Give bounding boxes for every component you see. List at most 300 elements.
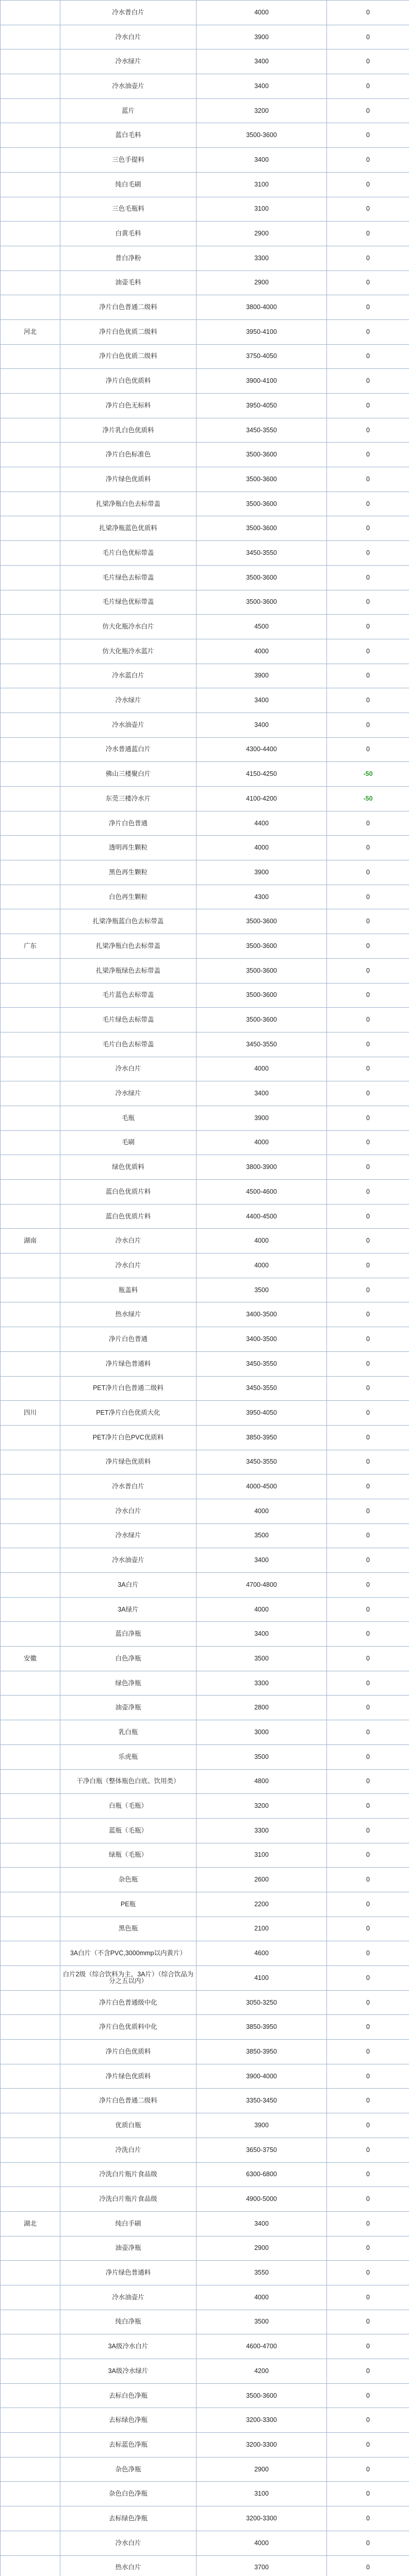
pe-row xyxy=(1,737,409,762)
pe-row xyxy=(1,958,409,983)
pe-price: 3450-3550 xyxy=(197,418,327,443)
pe-change: 0 xyxy=(327,2531,409,2555)
pe-spec: 白色净瓶 xyxy=(60,1647,197,1671)
pe-region xyxy=(1,344,60,369)
pe-spec: 毛片绿色优标带盖 xyxy=(60,590,197,615)
pe-row xyxy=(1,2236,409,2261)
pe-price: 3450-3550 xyxy=(197,1376,327,1401)
pe-change: 0 xyxy=(327,1990,409,2015)
pe-price: 3550 xyxy=(197,2261,327,2285)
pe-change: 0 xyxy=(327,2506,409,2531)
pe-change: 0 xyxy=(327,2187,409,2212)
pe-region xyxy=(1,1548,60,1573)
pe-spec: 蓝白色优质片料 xyxy=(60,1180,197,1205)
pe-spec: 热水白片 xyxy=(60,2555,197,2576)
pe-price: 3200 xyxy=(197,98,327,123)
pe-spec: 纯白毛刷 xyxy=(60,172,197,197)
pe-price: 3850-3950 xyxy=(197,2015,327,2040)
pe-change: 0 xyxy=(327,1843,409,1868)
pe-change: 0 xyxy=(327,2433,409,2458)
pe-row xyxy=(1,1671,409,1696)
pe-change: 0 xyxy=(327,1302,409,1327)
pe-change: 0 xyxy=(327,1057,409,1081)
pe-region xyxy=(1,1941,60,1966)
pe-row xyxy=(1,565,409,590)
pe-region xyxy=(1,688,60,713)
pe-change: 0 xyxy=(327,1868,409,1892)
pe-region xyxy=(1,664,60,688)
pe-price: 3200 xyxy=(197,1794,327,1819)
pe-price: 3800-4000 xyxy=(197,295,327,320)
pe-region xyxy=(1,1720,60,1745)
pe-change: 0 xyxy=(327,615,409,639)
pe-region xyxy=(1,2482,60,2506)
pe-spec: 净片白色普通级中化 xyxy=(60,1990,197,2015)
pe-row xyxy=(1,1450,409,1475)
pe-change: 0 xyxy=(327,516,409,541)
pe-spec: 冷洗白片瓶片食品级 xyxy=(60,2187,197,2212)
pe-spec: 冷水油壶片 xyxy=(60,2285,197,2310)
pe-price: 3350-3450 xyxy=(197,2089,327,2113)
pe-price: 3700 xyxy=(197,2555,327,2576)
pe-change: -50 xyxy=(327,787,409,811)
pe-change: 0 xyxy=(327,74,409,99)
pe-price: 3450-3550 xyxy=(197,1032,327,1057)
pe-row xyxy=(1,1548,409,1573)
pe-price: 3300 xyxy=(197,1671,327,1696)
pe-spec: 蓝白毛料 xyxy=(60,123,197,148)
pe-change: 0 xyxy=(327,885,409,909)
pe-row xyxy=(1,2089,409,2113)
pe-region xyxy=(1,1057,60,1081)
pe-region xyxy=(1,737,60,762)
pe-change: 0 xyxy=(327,541,409,566)
pe-price: 3900-4100 xyxy=(197,369,327,394)
pe-change: 0 xyxy=(327,1376,409,1401)
pe-region xyxy=(1,639,60,664)
pe-row xyxy=(1,2408,409,2433)
pe-region xyxy=(1,74,60,99)
pe-price: 4000 xyxy=(197,1499,327,1523)
pe-region xyxy=(1,1671,60,1696)
pe-region xyxy=(1,1253,60,1278)
pe-region xyxy=(1,2334,60,2359)
pe-row xyxy=(1,1401,409,1426)
pe-spec: 扎梁净瓶蓝色优质料 xyxy=(60,516,197,541)
pe-row xyxy=(1,319,409,344)
pe-spec: 蓝白色优质片料 xyxy=(60,1204,197,1229)
pe-spec: 扎梁净瓶蓝白色去标带盖 xyxy=(60,909,197,934)
pe-spec: 仿大化瓶冷水白片 xyxy=(60,615,197,639)
pe-price: 3400 xyxy=(197,713,327,737)
pe-change: 0 xyxy=(327,2261,409,2285)
pe-spec: 冷水白片 xyxy=(60,1057,197,1081)
pe-row xyxy=(1,394,409,418)
pe-row xyxy=(1,1843,409,1868)
pe-row xyxy=(1,2162,409,2187)
pe-region xyxy=(1,1327,60,1352)
pe-price: 3500-3600 xyxy=(197,983,327,1008)
pe-spec: 冷水油壶片 xyxy=(60,74,197,99)
pe-spec: 东莞三楼冷水片 xyxy=(60,787,197,811)
pe-price: 3750-4050 xyxy=(197,344,327,369)
pe-spec: 热水绿片 xyxy=(60,1302,197,1327)
pe-change: 0 xyxy=(327,1573,409,1598)
pe-price: 3400 xyxy=(197,1081,327,1106)
pe-change: 0 xyxy=(327,1475,409,1499)
pe-spec: 白片2级（综合饮料为主，3A片）（综合饮品为分之五以内） xyxy=(60,1966,197,1991)
pe-spec: 油壶净瓶 xyxy=(60,2236,197,2261)
pe-price: 3400 xyxy=(197,2211,327,2236)
pe-spec: 去标绿色净瓶 xyxy=(60,2506,197,2531)
pe-price: 3400 xyxy=(197,148,327,173)
pe-price: 3950-4100 xyxy=(197,319,327,344)
pe-region xyxy=(1,2187,60,2212)
pe-price: 3500-3600 xyxy=(197,123,327,148)
pe-price: 4000 xyxy=(197,1130,327,1155)
pe-change: 0 xyxy=(327,909,409,934)
pe-spec: 净片绿色优质料 xyxy=(60,467,197,492)
pe-spec: 三色毛瓶料 xyxy=(60,197,197,222)
pe-price: 2200 xyxy=(197,1892,327,1917)
pe-row xyxy=(1,492,409,516)
pe-spec: 净片绿色普通料 xyxy=(60,1351,197,1376)
pe-price: 3200-3300 xyxy=(197,2408,327,2433)
pe-price: 2600 xyxy=(197,1868,327,1892)
pe-spec: 纯白手刷 xyxy=(60,2211,197,2236)
pe-row xyxy=(1,1597,409,1622)
pe-row xyxy=(1,2383,409,2408)
pe-spec: PE瓶 xyxy=(60,1892,197,1917)
pe-price: 4000 xyxy=(197,2531,327,2555)
pe-change: 0 xyxy=(327,1425,409,1450)
pe-price: 3500-3600 xyxy=(197,909,327,934)
pe-region xyxy=(1,172,60,197)
pe-region xyxy=(1,1744,60,1769)
pe-change: 0 xyxy=(327,811,409,836)
pe-change: 0 xyxy=(327,2334,409,2359)
pe-spec: 绿瓶（毛瓶） xyxy=(60,1843,197,1868)
pe-price: 3500-3600 xyxy=(197,443,327,467)
pe-spec: 净片白色普通二级料 xyxy=(60,2089,197,2113)
pe-price: 3500-3600 xyxy=(197,492,327,516)
pe-region xyxy=(1,2359,60,2384)
pe-region xyxy=(1,467,60,492)
pe-region xyxy=(1,516,60,541)
pe-change: 0 xyxy=(327,1671,409,1696)
pe-region xyxy=(1,2138,60,2162)
pe-row xyxy=(1,1106,409,1130)
pe-spec: 杂色白色净瓶 xyxy=(60,2482,197,2506)
pe-change: 0 xyxy=(327,1892,409,1917)
pe-spec: 黑色瓶 xyxy=(60,1917,197,1941)
pe-row xyxy=(1,2064,409,2089)
pe-spec: 扎梁净瓶白色去标带盖 xyxy=(60,934,197,959)
pe-row xyxy=(1,246,409,270)
pe-change: 0 xyxy=(327,467,409,492)
pe-row xyxy=(1,2138,409,2162)
pe-change: 0 xyxy=(327,319,409,344)
pe-row xyxy=(1,860,409,885)
pe-change: 0 xyxy=(327,688,409,713)
pe-row xyxy=(1,1008,409,1032)
pe-price: 4000 xyxy=(197,639,327,664)
pe-region xyxy=(1,2064,60,2089)
pe-price: 3400-3500 xyxy=(197,1327,327,1352)
pe-change: 0 xyxy=(327,1818,409,1843)
pe-price: 3100 xyxy=(197,197,327,222)
pe-spec: 油壶毛料 xyxy=(60,270,197,295)
pe-region xyxy=(1,270,60,295)
pe-spec: 净片白色优质料 xyxy=(60,369,197,394)
pe-spec: 冷洗白片 xyxy=(60,2138,197,2162)
pe-region xyxy=(1,1032,60,1057)
pe-change: 0 xyxy=(327,2162,409,2187)
pe-spec: 净片白色无标料 xyxy=(60,394,197,418)
pe-price: 3850-3950 xyxy=(197,2040,327,2064)
pe-row xyxy=(1,590,409,615)
pe-change: 0 xyxy=(327,394,409,418)
pe-region xyxy=(1,1180,60,1205)
pe-row xyxy=(1,1573,409,1598)
pe-change: 0 xyxy=(327,2211,409,2236)
pe-spec: 冷水白片 xyxy=(60,1229,197,1253)
pe-price: 3300 xyxy=(197,246,327,270)
pe-row xyxy=(1,1990,409,2015)
pe-change: 0 xyxy=(327,1180,409,1205)
pe-change: 0 xyxy=(327,934,409,959)
pe-price: 3500-3600 xyxy=(197,565,327,590)
pe-spec: 普白净粉 xyxy=(60,246,197,270)
pe-change: -50 xyxy=(327,762,409,787)
pe-region xyxy=(1,418,60,443)
pe-spec: 3A级冷水白片 xyxy=(60,2334,197,2359)
pe-change: 0 xyxy=(327,344,409,369)
pe-row xyxy=(1,1720,409,1745)
pe-change: 0 xyxy=(327,2408,409,2433)
pe-region xyxy=(1,295,60,320)
pe-price: 2800 xyxy=(197,1696,327,1720)
pe-price: 3500-3600 xyxy=(197,590,327,615)
pe-row xyxy=(1,467,409,492)
pe-change: 0 xyxy=(327,369,409,394)
pe-price: 4000 xyxy=(197,1597,327,1622)
pe-spec: 净片白色普通二级料 xyxy=(60,295,197,320)
pe-row xyxy=(1,1057,409,1081)
pe-region xyxy=(1,1204,60,1229)
pe-row xyxy=(1,123,409,148)
pe-change: 0 xyxy=(327,1008,409,1032)
pe-region xyxy=(1,2113,60,2138)
pe-row xyxy=(1,1302,409,1327)
pe-price: 3050-3250 xyxy=(197,1990,327,2015)
pe-region xyxy=(1,958,60,983)
pe-row xyxy=(1,1376,409,1401)
pe-row xyxy=(1,1892,409,1917)
pe-row xyxy=(1,2555,409,2576)
pe-row xyxy=(1,1081,409,1106)
pe-region xyxy=(1,1130,60,1155)
pe-row xyxy=(1,1647,409,1671)
pe-price: 3450-3550 xyxy=(197,1351,327,1376)
pe-region xyxy=(1,1302,60,1327)
pe-spec: 冷水普通蓝白片 xyxy=(60,737,197,762)
pe-row xyxy=(1,2040,409,2064)
pe-row xyxy=(1,713,409,737)
pe-spec: 去标白色净瓶 xyxy=(60,2383,197,2408)
pe-region xyxy=(1,787,60,811)
pe-region: 四川 xyxy=(1,1401,60,1426)
pe-spec: PET净片白色PVC优质料 xyxy=(60,1425,197,1450)
pe-price: 3500 xyxy=(197,1278,327,1302)
pe-spec: 毛片白色优标带盖 xyxy=(60,541,197,566)
pe-row xyxy=(1,1941,409,1966)
pe-spec: 3A白片（不含PVC,3000mmp以内黄片） xyxy=(60,1941,197,1966)
pe-price: 2900 xyxy=(197,270,327,295)
pe-region xyxy=(1,885,60,909)
pe-spec: 3A级冷水绿片 xyxy=(60,2359,197,2384)
pe-row xyxy=(1,418,409,443)
pe-row xyxy=(1,2482,409,2506)
pe-change: 0 xyxy=(327,2482,409,2506)
pe-row xyxy=(1,2211,409,2236)
pe-change: 0 xyxy=(327,1647,409,1671)
pe-price: 3500-3600 xyxy=(197,934,327,959)
pe-spec: 蓝片 xyxy=(60,98,197,123)
pe-row xyxy=(1,1278,409,1302)
pe-price: 4000 xyxy=(197,1057,327,1081)
pe-region xyxy=(1,98,60,123)
pe-price: 3100 xyxy=(197,2482,327,2506)
pe-region xyxy=(1,983,60,1008)
pe-change: 0 xyxy=(327,1450,409,1475)
pe-change: 0 xyxy=(327,664,409,688)
pe-region xyxy=(1,2457,60,2482)
pe-row xyxy=(1,1351,409,1376)
pe-region xyxy=(1,1450,60,1475)
pe-row xyxy=(1,1180,409,1205)
pe-price: 4150-4250 xyxy=(197,762,327,787)
pe-price: 3500-3600 xyxy=(197,516,327,541)
pe-change: 0 xyxy=(327,98,409,123)
pe-spec: 净片绿色普通料 xyxy=(60,2261,197,2285)
pe-row xyxy=(1,1499,409,1523)
pe-change: 0 xyxy=(327,295,409,320)
pe-region xyxy=(1,2015,60,2040)
pe-price: 2100 xyxy=(197,1917,327,1941)
pe-region xyxy=(1,1376,60,1401)
pe-change: 0 xyxy=(327,1794,409,1819)
pe-row xyxy=(1,148,409,173)
pe-spec: 毛片绿色去标带盖 xyxy=(60,565,197,590)
pe-change: 0 xyxy=(327,492,409,516)
pe-region xyxy=(1,1523,60,1548)
pe-row xyxy=(1,1327,409,1352)
pe-change: 0 xyxy=(327,737,409,762)
pe-region xyxy=(1,1966,60,1991)
pe-price: 4300-4400 xyxy=(197,737,327,762)
pe-price: 3900 xyxy=(197,1106,327,1130)
pe-price: 3900 xyxy=(197,25,327,49)
pe-price: 3200-3300 xyxy=(197,2506,327,2531)
pe-region xyxy=(1,2383,60,2408)
pe-change: 0 xyxy=(327,1,409,25)
pe-spec: 杂色瓶 xyxy=(60,1868,197,1892)
pe-region xyxy=(1,2408,60,2433)
pe-region xyxy=(1,1475,60,1499)
pe-region xyxy=(1,1696,60,1720)
pe-spec: 冷水油壶片 xyxy=(60,1548,197,1573)
pe-region xyxy=(1,713,60,737)
pe-row xyxy=(1,1523,409,1548)
pe-region xyxy=(1,123,60,148)
pe-price: 3450-3550 xyxy=(197,1450,327,1475)
pe-row xyxy=(1,664,409,688)
pe-price: 3500 xyxy=(197,1647,327,1671)
pe-spec: 冷水蓝白片 xyxy=(60,664,197,688)
pe-price: 3900 xyxy=(197,860,327,885)
pe-price: 4800 xyxy=(197,1769,327,1794)
pe-region xyxy=(1,565,60,590)
pe-change: 0 xyxy=(327,2285,409,2310)
pe-change: 0 xyxy=(327,2555,409,2576)
pe-change: 0 xyxy=(327,2310,409,2334)
pe-region xyxy=(1,49,60,74)
pe-spec: 去标蓝色净瓶 xyxy=(60,2433,197,2458)
pe-region xyxy=(1,860,60,885)
pe-row xyxy=(1,787,409,811)
pe-spec: 3A绿片 xyxy=(60,1597,197,1622)
pe-region xyxy=(1,1769,60,1794)
pe-change: 0 xyxy=(327,1622,409,1647)
pe-spec: 净片白色普通 xyxy=(60,1327,197,1352)
pe-row xyxy=(1,295,409,320)
pe-change: 0 xyxy=(327,222,409,246)
pe-change: 0 xyxy=(327,958,409,983)
pe-region xyxy=(1,2089,60,2113)
pe-price: 4500-4600 xyxy=(197,1180,327,1205)
pe-row xyxy=(1,762,409,787)
pe-row xyxy=(1,1818,409,1843)
pe-spec: 佛山三楼聚白片 xyxy=(60,762,197,787)
pe-region xyxy=(1,25,60,49)
pe-change: 0 xyxy=(327,1917,409,1941)
pe-price: 3900-4000 xyxy=(197,2064,327,2089)
pe-row xyxy=(1,1696,409,1720)
pe-change: 0 xyxy=(327,1548,409,1573)
pe-price: 3400 xyxy=(197,49,327,74)
pe-spec: 净片绿色优质料 xyxy=(60,2064,197,2089)
pe-change: 0 xyxy=(327,565,409,590)
pe-spec: 扎梁净瓶白色去标带盖 xyxy=(60,492,197,516)
pe-spec: 白黄毛料 xyxy=(60,222,197,246)
pe-spec: 冷水绿片 xyxy=(60,1081,197,1106)
pe-row xyxy=(1,1917,409,1941)
pe-spec: 冷水普白片 xyxy=(60,1475,197,1499)
pe-change: 0 xyxy=(327,1253,409,1278)
pe-region xyxy=(1,2506,60,2531)
pe-region xyxy=(1,836,60,860)
pe-region xyxy=(1,2261,60,2285)
pe-spec: 乳白瓶 xyxy=(60,1720,197,1745)
pe-row xyxy=(1,1744,409,1769)
pe-price: 3650-3750 xyxy=(197,2138,327,2162)
pe-region: 广东 xyxy=(1,934,60,959)
pe-region xyxy=(1,762,60,787)
pe-spec: 瓶盖料 xyxy=(60,1278,197,1302)
pe-change: 0 xyxy=(327,2089,409,2113)
pe-spec: PET净片白色普通二级料 xyxy=(60,1376,197,1401)
